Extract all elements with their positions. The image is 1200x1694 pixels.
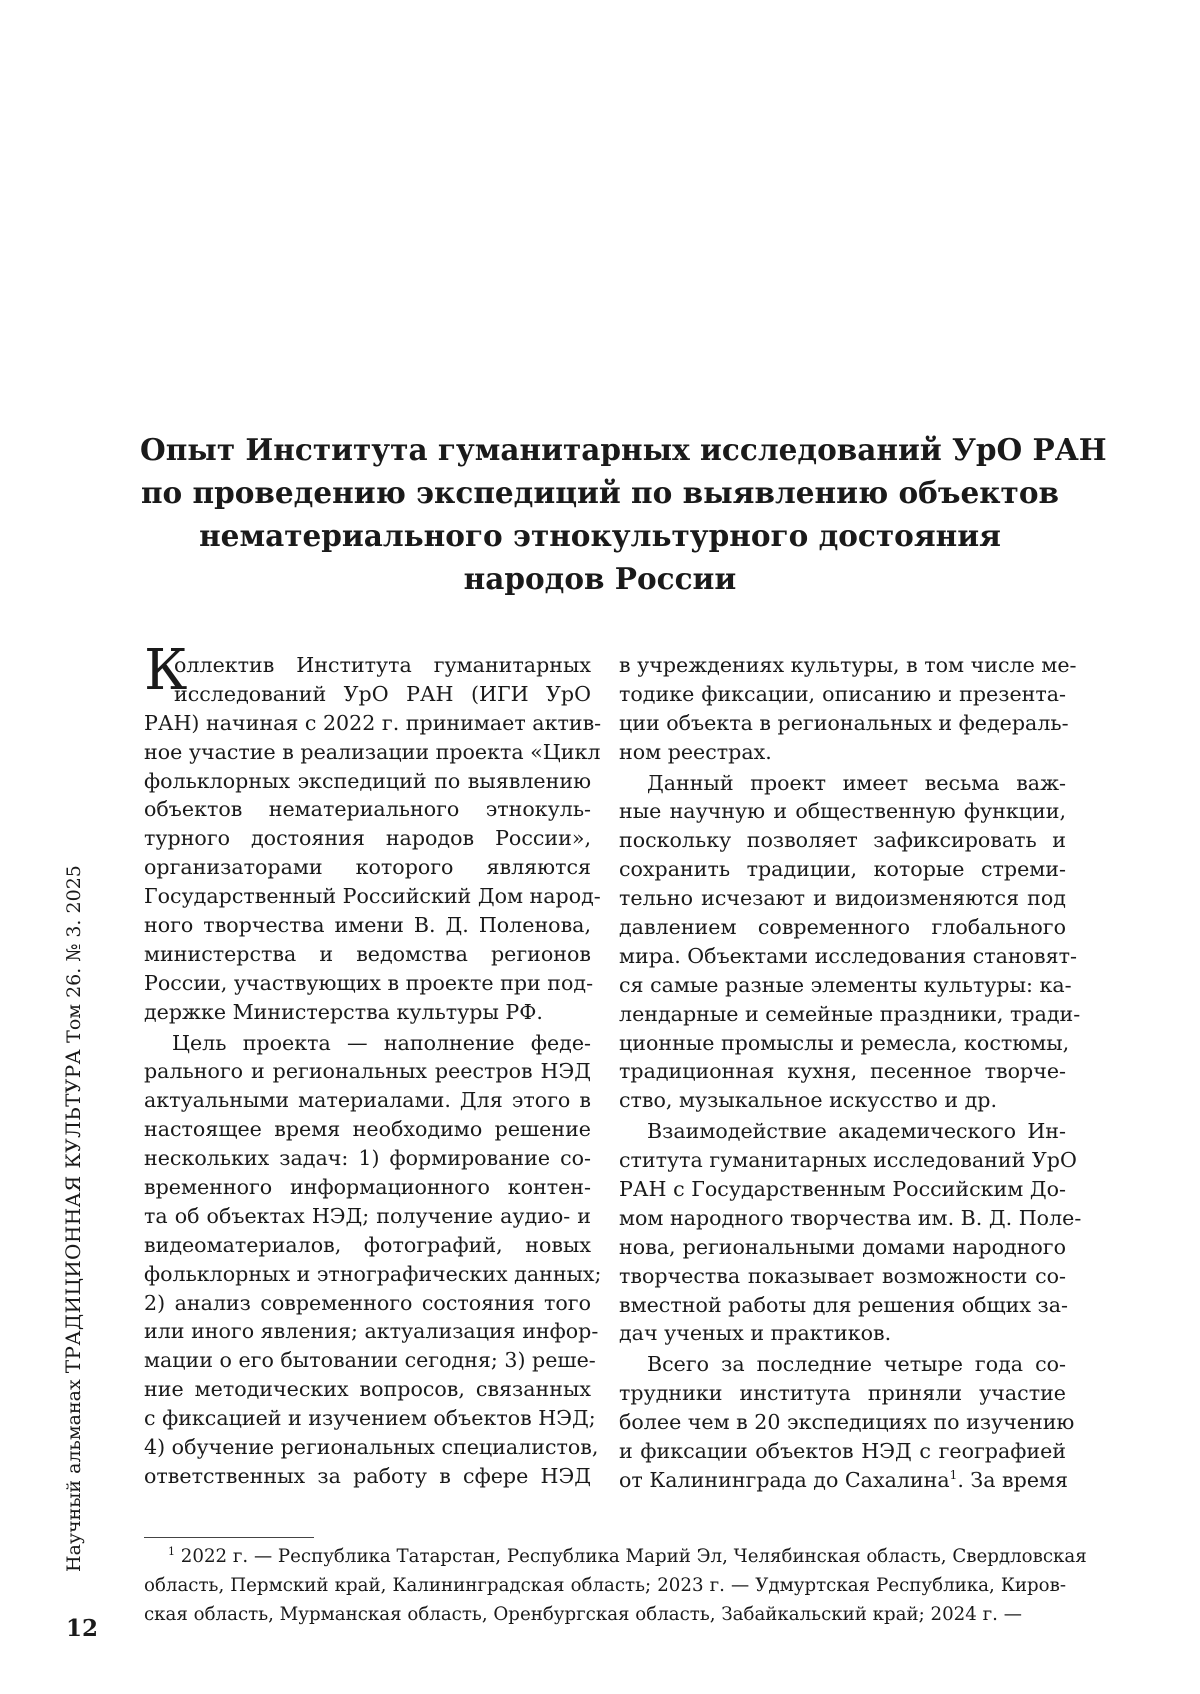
footnotes xyxy=(144,1543,1066,1630)
text-line: исследований УрО РАН (ИГИ УрО xyxy=(144,680,591,709)
text-line: мации о его бытовании сегодня; 3) реше- xyxy=(144,1346,591,1375)
title-line: Опыт Института гуманитарных исследований УрО РАН xyxy=(140,428,1060,471)
text-line: ответственных за работу в сфере НЭД xyxy=(144,1462,591,1491)
footnote-line xyxy=(144,1543,1066,1572)
text-line: министерства и ведомства регионов xyxy=(144,940,591,969)
text-line: в учреждениях культуры, в том числе ме- xyxy=(619,651,1066,680)
text-line: объектов нематериального этнокуль- xyxy=(144,795,591,824)
footnote-line: область, Пермский край, Калининградская область; 2023 г. — Удмуртская Республика, Киров- xyxy=(144,1572,1066,1601)
text-line: России, участвующих в проекте при под- xyxy=(144,969,591,998)
text-line: творчества показывает возможности со- xyxy=(619,1262,1066,1291)
footnote-marker: 1 xyxy=(168,1545,175,1558)
text-line-with-footnote xyxy=(619,1466,1066,1495)
text-line: рального и региональных реестров НЭД xyxy=(144,1057,591,1086)
text-line: ного творчества имени В. Д. Поленова, xyxy=(144,911,591,940)
text-line: мира. Объектами исследования становят- xyxy=(619,942,1066,971)
text-line: ное участие в реализации проекта «Цикл xyxy=(144,738,591,767)
text-line: ционные промыслы и ремесла, костюмы, xyxy=(619,1029,1066,1058)
text-line: РАН) начиная с 2022 г. принимает актив- xyxy=(144,709,591,738)
text-line: ститута гуманитарных исследований УрО xyxy=(619,1146,1066,1175)
text-line: давлением современного глобального xyxy=(619,913,1066,942)
text-line: держке Министерства культуры РФ. xyxy=(144,998,591,1027)
issue-info: Том 26. № 3. 2025 xyxy=(63,865,85,1043)
text-line: сохранить традиции, которые стреми- xyxy=(619,855,1066,884)
text-line: Всего за последние четыре года со- xyxy=(619,1350,1066,1379)
right-column xyxy=(619,651,1066,1495)
text-line: ном реестрах. xyxy=(619,738,1066,767)
text-line: дач ученых и практиков. xyxy=(619,1319,1066,1348)
text-line: ство, музыкальное искусство и др. xyxy=(619,1086,1066,1115)
text-line: или иного явления; актуализация инфор- xyxy=(144,1317,591,1346)
text-line: более чем в 20 экспедициях по изучению xyxy=(619,1408,1066,1437)
text-line: нескольких задач: 1) формирование со- xyxy=(144,1144,591,1173)
footnote-text: 2022 г. — Республика Татарстан, Республика Марий Эл, Челябинская область, Свердловская xyxy=(181,1546,1087,1567)
text-line: ции объекта в региональных и федераль- xyxy=(619,709,1066,738)
text-line: настоящее время необходимо решение xyxy=(144,1115,591,1144)
text-line: нова, региональными домами народного xyxy=(619,1233,1066,1262)
text-line: ные научную и общественную функции, xyxy=(619,797,1066,826)
text-line: 4) обучение региональных специалистов, xyxy=(144,1433,591,1462)
running-head xyxy=(58,865,89,1572)
text-line: 2) анализ современного состояния того xyxy=(144,1289,591,1318)
text-line: трудники института приняли участие xyxy=(619,1379,1066,1408)
left-column xyxy=(144,651,591,1491)
text-line: Взаимодействие академического Ин- xyxy=(619,1117,1066,1146)
title-line: народов России xyxy=(140,557,1060,600)
text-line: ся самые разные элементы культуры: ка- xyxy=(619,971,1066,1000)
text-line: актуальными материалами. Для этого в xyxy=(144,1086,591,1115)
text-line: традиционная кухня, песенное творче- xyxy=(619,1057,1066,1086)
text-line: лендарные и семейные праздники, тради- xyxy=(619,1000,1066,1029)
running-head-prefix: Научный альманах xyxy=(63,1379,85,1572)
text-line: с фиксацией и изучением объектов НЭД; xyxy=(144,1404,591,1433)
text-line: временного информационного контен- xyxy=(144,1173,591,1202)
journal-name: ТРАДИЦИОННАЯ КУЛЬТУРА xyxy=(61,1049,85,1373)
text-line: мом народного творчества им. В. Д. Поле- xyxy=(619,1204,1066,1233)
text-line: Данный проект имеет весьма важ- xyxy=(619,769,1066,798)
text-line: фольклорных и этнографических данных; xyxy=(144,1260,591,1289)
footnote-divider xyxy=(144,1537,314,1538)
text-line: ние методических вопросов, связанных xyxy=(144,1375,591,1404)
text-line: вместной работы для решения общих за- xyxy=(619,1291,1066,1320)
text-line: РАН с Государственным Российским До- xyxy=(619,1175,1066,1204)
footnote-line: ская область, Мурманская область, Оренбургская область, Забайкальский край; 2024 г. — xyxy=(144,1601,1066,1630)
page-number: 12 xyxy=(66,1615,98,1642)
text-line: турного достояния народов России», xyxy=(144,824,591,853)
article-title xyxy=(140,428,1060,600)
text-line: Цель проекта — наполнение феде- xyxy=(144,1029,591,1058)
text-line: оллектив Института гуманитарных xyxy=(144,651,591,680)
title-line: нематериального этнокультурного достояния xyxy=(140,514,1060,557)
drop-cap: К xyxy=(144,643,187,699)
text-line: организаторами которого являются xyxy=(144,853,591,882)
text-line: видеоматериалов, фотографий, новых xyxy=(144,1231,591,1260)
text-line: и фиксации объектов НЭД с географией xyxy=(619,1437,1066,1466)
text-line: фольклорных экспедиций по выявлению xyxy=(144,767,591,796)
text-line: тельно исчезают и видоизменяются под xyxy=(619,884,1066,913)
text-line: Государственный Российский Дом народ- xyxy=(144,882,591,911)
text-line: тодике фиксации, описанию и презента- xyxy=(619,680,1066,709)
footnote-ref[interactable]: 1 xyxy=(950,1468,958,1482)
text-line: та об объектах НЭД; получение аудио- и xyxy=(144,1202,591,1231)
text-line: поскольку позволяет зафиксировать и xyxy=(619,826,1066,855)
text-fragment: от Калининграда до Сахалина xyxy=(619,1468,950,1492)
text-fragment: . За время xyxy=(957,1468,1068,1492)
title-line: по проведению экспедиций по выявлению объектов xyxy=(140,471,1060,514)
